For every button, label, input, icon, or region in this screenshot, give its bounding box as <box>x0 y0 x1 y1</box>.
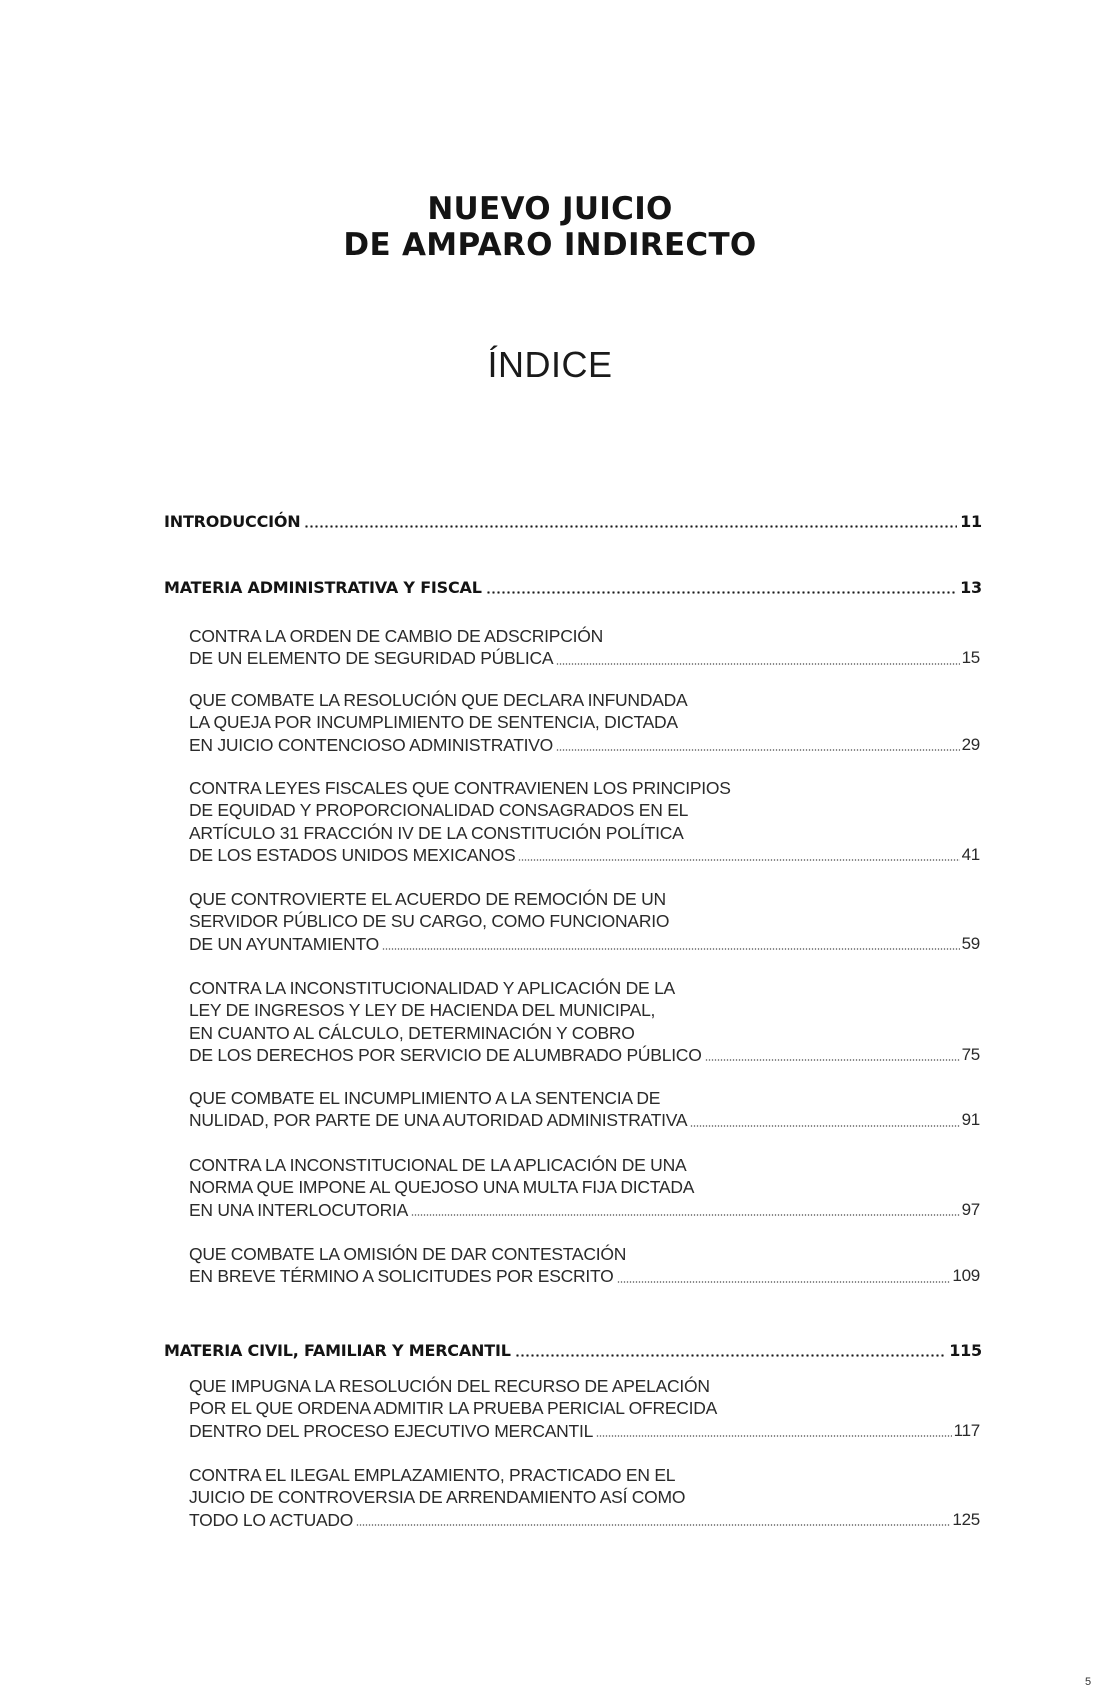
toc-entry-line: QUE COMBATE LA OMISIÓN DE DAR CONTESTACIÓN <box>189 1244 627 1264</box>
toc-entry-line: DE LOS DERECHOS POR SERVICIO DE ALUMBRADO PÚBLICO <box>189 1044 702 1065</box>
toc-heading-label: INTRODUCCIÓN <box>164 512 301 531</box>
dot-leader <box>382 948 960 950</box>
toc-entry-line: CONTRA LA INCONSTITUCIONAL DE LA APLICACIÓN DE UNA <box>189 1155 687 1175</box>
toc-entry-line: POR EL QUE ORDENA ADMITIR LA PRUEBA PERICIAL OFRECIDA <box>189 1398 718 1419</box>
dot-leader <box>556 749 960 751</box>
toc-entry-line: EN BREVE TÉRMINO A SOLICITUDES POR ESCRITO <box>189 1266 614 1287</box>
toc-page-number: 115 <box>949 1341 982 1360</box>
toc-entry-line: QUE IMPUGNA LA RESOLUCIÓN DEL RECURSO DE APELACIÓN <box>189 1376 710 1396</box>
toc-entry[interactable] <box>189 977 980 1066</box>
toc-entry-line: QUE COMBATE LA RESOLUCIÓN QUE DECLARA INFUNDADA <box>189 690 688 710</box>
toc-page-number: 15 <box>961 648 980 668</box>
toc-entry-line: SERVIDOR PÚBLICO DE SU CARGO, COMO FUNCIONARIO <box>189 911 670 932</box>
toc-entry-line: DENTRO DEL PROCESO EJECUTIVO MERCANTIL <box>189 1420 594 1441</box>
toc-page-number: 125 <box>952 1509 980 1529</box>
toc-entry-line: LA QUEJA POR INCUMPLIMIENTO DE SENTENCIA, DICTADA <box>189 712 678 733</box>
toc-page-number: 29 <box>961 734 980 754</box>
toc-page-number: 97 <box>961 1199 980 1219</box>
toc-entry[interactable] <box>189 1464 980 1531</box>
toc-entry-line: EN JUICIO CONTENCIOSO ADMINISTRATIVO <box>189 734 554 755</box>
toc-entry-line: CONTRA LA ORDEN DE CAMBIO DE ADSCRIPCIÓN <box>189 626 603 646</box>
toc-heading-civil-familiar-mercantil[interactable] <box>164 1341 982 1361</box>
toc-page-number: 59 <box>961 933 980 953</box>
toc-entry-line: CONTRA LA INCONSTITUCIONALIDAD Y APLICACIÓN DE LA <box>189 978 675 998</box>
dot-leader <box>705 1059 960 1061</box>
toc-entry-line: EN CUANTO AL CÁLCULO, DETERMINACIÓN Y COBRO <box>189 1022 635 1043</box>
toc-heading-label: MATERIA ADMINISTRATIVA Y FISCAL <box>164 578 482 597</box>
dot-leader <box>556 663 959 665</box>
toc-entry-line: DE LOS ESTADOS UNIDOS MEXICANOS <box>189 844 516 865</box>
toc-page-number: 109 <box>952 1266 980 1286</box>
toc-entry-line: JUICIO DE CONTROVERSIA DE ARRENDAMIENTO ASÍ COMO <box>189 1487 686 1508</box>
toc-heading-label: MATERIA CIVIL, FAMILIAR Y MERCANTIL <box>164 1341 511 1360</box>
toc-entry-line: NULIDAD, POR PARTE DE UNA AUTORIDAD ADMINISTRATIVA <box>189 1110 688 1131</box>
toc-page-number: 41 <box>961 844 980 864</box>
toc-page-number: 91 <box>961 1110 980 1130</box>
document-title-line-2: DE AMPARO INDIRECTO <box>343 227 757 263</box>
toc-entry[interactable] <box>189 625 980 670</box>
toc-entry[interactable] <box>189 1154 980 1221</box>
dot-leader <box>690 1125 959 1127</box>
toc-entry-line: CONTRA LEYES FISCALES QUE CONTRAVIENEN LOS PRINCIPIOS <box>189 778 731 798</box>
dot-leader <box>617 1281 951 1283</box>
toc-entry-line: DE UN ELEMENTO DE SEGURIDAD PÚBLICA <box>189 648 554 669</box>
toc-entry[interactable] <box>189 777 980 866</box>
toc-page-number: 117 <box>953 1420 980 1440</box>
toc-entry-line: NORMA QUE IMPONE AL QUEJOSO UNA MULTA FIJA DICTADA <box>189 1177 695 1198</box>
toc-entry-line: DE EQUIDAD Y PROPORCIONALIDAD CONSAGRADOS EN EL <box>189 800 689 821</box>
toc-entry[interactable] <box>189 689 980 756</box>
toc-entry[interactable] <box>189 1375 980 1442</box>
dot-leader <box>356 1524 950 1526</box>
toc-entry-line: EN UNA INTERLOCUTORIA <box>189 1199 409 1220</box>
toc-heading-administrativa-fiscal[interactable] <box>164 578 982 598</box>
document-title-line-1: NUEVO JUICIO <box>427 191 673 227</box>
toc-page-number: 11 <box>960 512 982 531</box>
toc-entry[interactable] <box>189 1243 980 1288</box>
toc-entry[interactable] <box>189 888 980 955</box>
toc-page-number: 13 <box>960 578 982 597</box>
toc-entry[interactable] <box>189 1087 980 1132</box>
page-number: 5 <box>1085 1676 1092 1688</box>
toc-entry-line: CONTRA EL ILEGAL EMPLAZAMIENTO, PRACTICADO EN EL <box>189 1465 676 1485</box>
dot-leader <box>304 525 957 528</box>
toc-entry-line: LEY DE INGRESOS Y LEY DE HACIENDA DEL MUNICIPAL, <box>189 1000 656 1021</box>
toc-heading-introduction[interactable] <box>164 512 982 532</box>
dot-leader <box>518 859 959 861</box>
toc-entry-line: TODO LO ACTUADO <box>189 1509 354 1530</box>
dot-leader <box>515 1354 946 1357</box>
dot-leader <box>486 591 957 594</box>
dot-leader <box>596 1435 952 1437</box>
toc-entry-line: QUE CONTROVIERTE EL ACUERDO DE REMOCIÓN DE UN <box>189 889 666 909</box>
toc-entry-line: QUE COMBATE EL INCUMPLIMIENTO A LA SENTENCIA DE <box>189 1088 661 1108</box>
index-heading: ÍNDICE <box>487 344 613 385</box>
toc-entry-line: ARTÍCULO 31 FRACCIÓN IV DE LA CONSTITUCIÓN POLÍTICA <box>189 822 684 843</box>
toc-entry-line: DE UN AYUNTAMIENTO <box>189 933 379 954</box>
toc-page-number: 75 <box>961 1044 980 1064</box>
dot-leader <box>411 1214 960 1216</box>
